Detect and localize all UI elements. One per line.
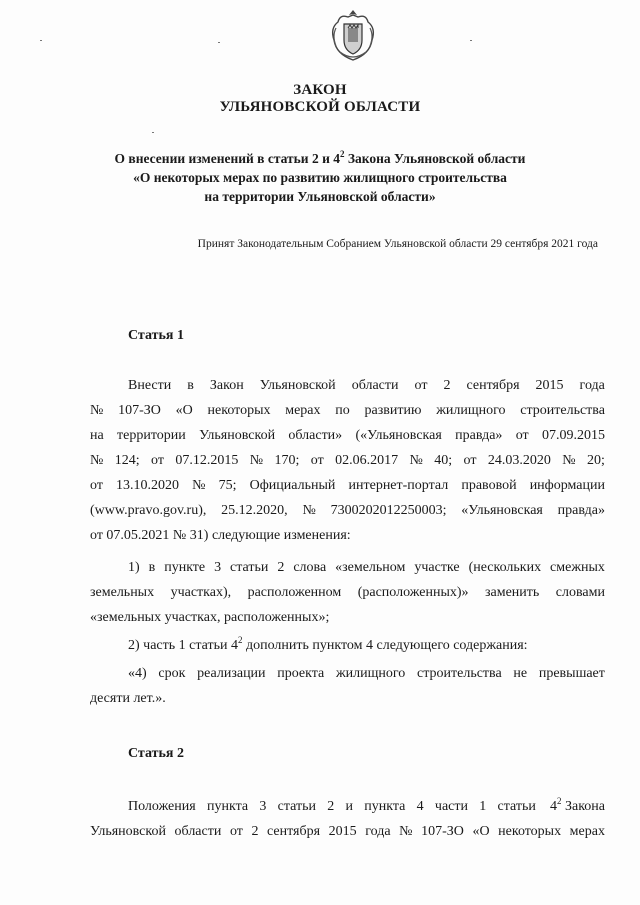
- word: года: [365, 824, 391, 839]
- word: реализации: [197, 666, 266, 681]
- word: 3: [259, 799, 267, 814]
- word: не: [513, 666, 528, 681]
- word: от: [310, 453, 324, 468]
- paragraph-line: [90, 478, 605, 494]
- word: 2015: [535, 378, 564, 393]
- word: словами: [555, 585, 605, 600]
- word: от: [151, 453, 164, 468]
- word: №: [90, 403, 104, 418]
- word: области»: [288, 428, 343, 443]
- word: от: [229, 824, 243, 839]
- coat-of-arms-icon: [326, 6, 380, 64]
- word: 02.06.2017: [335, 453, 399, 468]
- word: №: [399, 824, 413, 839]
- word: части: [434, 799, 468, 814]
- word: интернет-портал: [348, 478, 449, 493]
- word: мерах: [285, 403, 321, 418]
- word: по: [335, 403, 350, 418]
- word: 2015: [328, 824, 357, 839]
- word: Официальный: [249, 478, 336, 493]
- word: 24.03.2020: [487, 453, 551, 468]
- word: от: [414, 378, 428, 393]
- word: жилищного: [436, 403, 506, 418]
- word: 2: [277, 560, 285, 575]
- law-subtitle-line-2: «О некоторых мерах по развитию жилищного строительства: [133, 170, 507, 185]
- word: слова: [293, 560, 327, 575]
- word: 25.12.2020,: [221, 503, 288, 518]
- law-subtitle-line-3: на территории Ульяновской области»: [204, 189, 436, 204]
- word: мерах: [569, 824, 605, 839]
- word: в: [148, 560, 156, 575]
- word: Внести: [128, 378, 172, 393]
- word: 13.10.2020: [116, 478, 180, 493]
- word: №: [302, 503, 316, 518]
- word: статьи: [277, 799, 316, 814]
- word: №: [249, 453, 264, 468]
- word: заменить: [484, 585, 540, 600]
- word: некоторых: [207, 403, 271, 418]
- word: 170;: [274, 453, 300, 468]
- word: «О: [175, 403, 193, 418]
- word: (расположенных)»: [357, 585, 469, 600]
- word: «4): [128, 666, 147, 681]
- paragraph-line: [90, 453, 605, 469]
- word: участке: [414, 560, 460, 575]
- word: Ульяновской: [90, 824, 166, 839]
- word: в: [187, 378, 194, 393]
- word: превышает: [538, 666, 605, 681]
- paragraph-line: [90, 503, 605, 519]
- word: №: [562, 453, 576, 468]
- word: 75;: [218, 478, 237, 493]
- word: информации: [529, 478, 605, 493]
- quote-line: [128, 666, 605, 682]
- word: 2: [251, 824, 259, 839]
- word: 107-ЗО: [118, 403, 161, 418]
- word: расположенном: [247, 585, 342, 600]
- word: жилищного: [335, 666, 406, 681]
- word: 124;: [114, 453, 140, 468]
- word: («Ульяновская: [355, 428, 442, 443]
- law-region: УЛЬЯНОВСКОЙ ОБЛАСТИ: [219, 99, 421, 115]
- word: 07.09.2015: [541, 428, 605, 443]
- quote-line: десяти лет.».: [90, 691, 166, 706]
- word: «О: [472, 824, 490, 839]
- article-2-heading: Статья 2: [128, 746, 184, 761]
- item-1-line: «земельных участках, расположенных»;: [90, 610, 330, 625]
- word: 1): [128, 560, 140, 575]
- word: правда»: [455, 428, 503, 443]
- word: 1: [479, 799, 487, 814]
- word: правда»: [557, 503, 605, 518]
- word: №: [192, 478, 206, 493]
- word: на: [90, 428, 104, 443]
- word: развитию: [364, 403, 422, 418]
- word: территории: [117, 428, 186, 443]
- word-group: [128, 799, 536, 815]
- word: пункта: [206, 799, 249, 814]
- word: сентября: [267, 824, 321, 839]
- word: 7300202012250003;: [330, 503, 447, 518]
- word: строительства: [417, 666, 502, 681]
- word: 20;: [587, 453, 605, 468]
- word: №: [409, 453, 423, 468]
- word: сентября: [466, 378, 520, 393]
- word: Ульяновской: [199, 428, 276, 443]
- word: пункте: [164, 560, 206, 575]
- word: года: [579, 378, 605, 393]
- word: №: [90, 453, 104, 468]
- word: строительства: [520, 403, 605, 418]
- paragraph-line: от 07.05.2021 № 31) следующие изменения:: [90, 528, 351, 543]
- article-1-heading: Статья 1: [128, 328, 184, 343]
- word: статьи: [497, 799, 536, 814]
- word: и: [345, 799, 353, 814]
- word: 2: [443, 378, 451, 393]
- word: 3: [214, 560, 222, 575]
- paragraph-line: [90, 428, 605, 444]
- word: статьи: [230, 560, 269, 575]
- paragraph-line: [90, 824, 605, 840]
- item-1-line: [128, 560, 605, 576]
- word: области: [174, 824, 222, 839]
- word: 107-ЗО: [421, 824, 464, 839]
- word: (нескольких: [468, 560, 542, 575]
- word: пункта: [364, 799, 406, 814]
- law-subtitle-line-1: О внесении изменений в статьи 2 и $4^2$ Закона Ульяновской области: [114, 149, 526, 166]
- word: 07.12.2015: [175, 453, 239, 468]
- word: 2: [327, 799, 335, 814]
- law-title: ЗАКОН: [293, 82, 347, 98]
- word: 4: [416, 799, 424, 814]
- word: «земельном: [335, 560, 406, 575]
- word: 40;: [434, 453, 453, 468]
- paragraph-line: [128, 378, 605, 394]
- item-1-line: [90, 585, 605, 601]
- word: от: [515, 428, 529, 443]
- word: от: [90, 478, 103, 493]
- word: некоторых: [498, 824, 562, 839]
- paragraph-line: [90, 403, 605, 419]
- word: смежных: [550, 560, 605, 575]
- word: (www.pravo.gov.ru),: [90, 503, 207, 518]
- word: Закон: [209, 378, 244, 393]
- word: срок: [158, 666, 186, 681]
- item-2-line: 2) часть 1 статьи $4^2$ дополнить пунктом 4 следующего содержания:: [128, 635, 528, 653]
- adoption-note: Принят Законодательным Собранием Ульяновской области 29 сентября 2021 года: [197, 238, 598, 250]
- word: проекта: [277, 666, 325, 681]
- word: участках),: [170, 585, 232, 600]
- word: правовой: [461, 478, 517, 493]
- word: Положения: [128, 799, 196, 814]
- word: земельных: [90, 585, 155, 600]
- word: от: [463, 453, 477, 468]
- word: области: [351, 378, 399, 393]
- word: «Ульяновская: [461, 503, 543, 518]
- paragraph-line: Положения пункта 3 статьи 2 и пункта 4 части 1 статьи $4^2$ Закона: [128, 796, 605, 814]
- word: Ульяновской: [259, 378, 336, 393]
